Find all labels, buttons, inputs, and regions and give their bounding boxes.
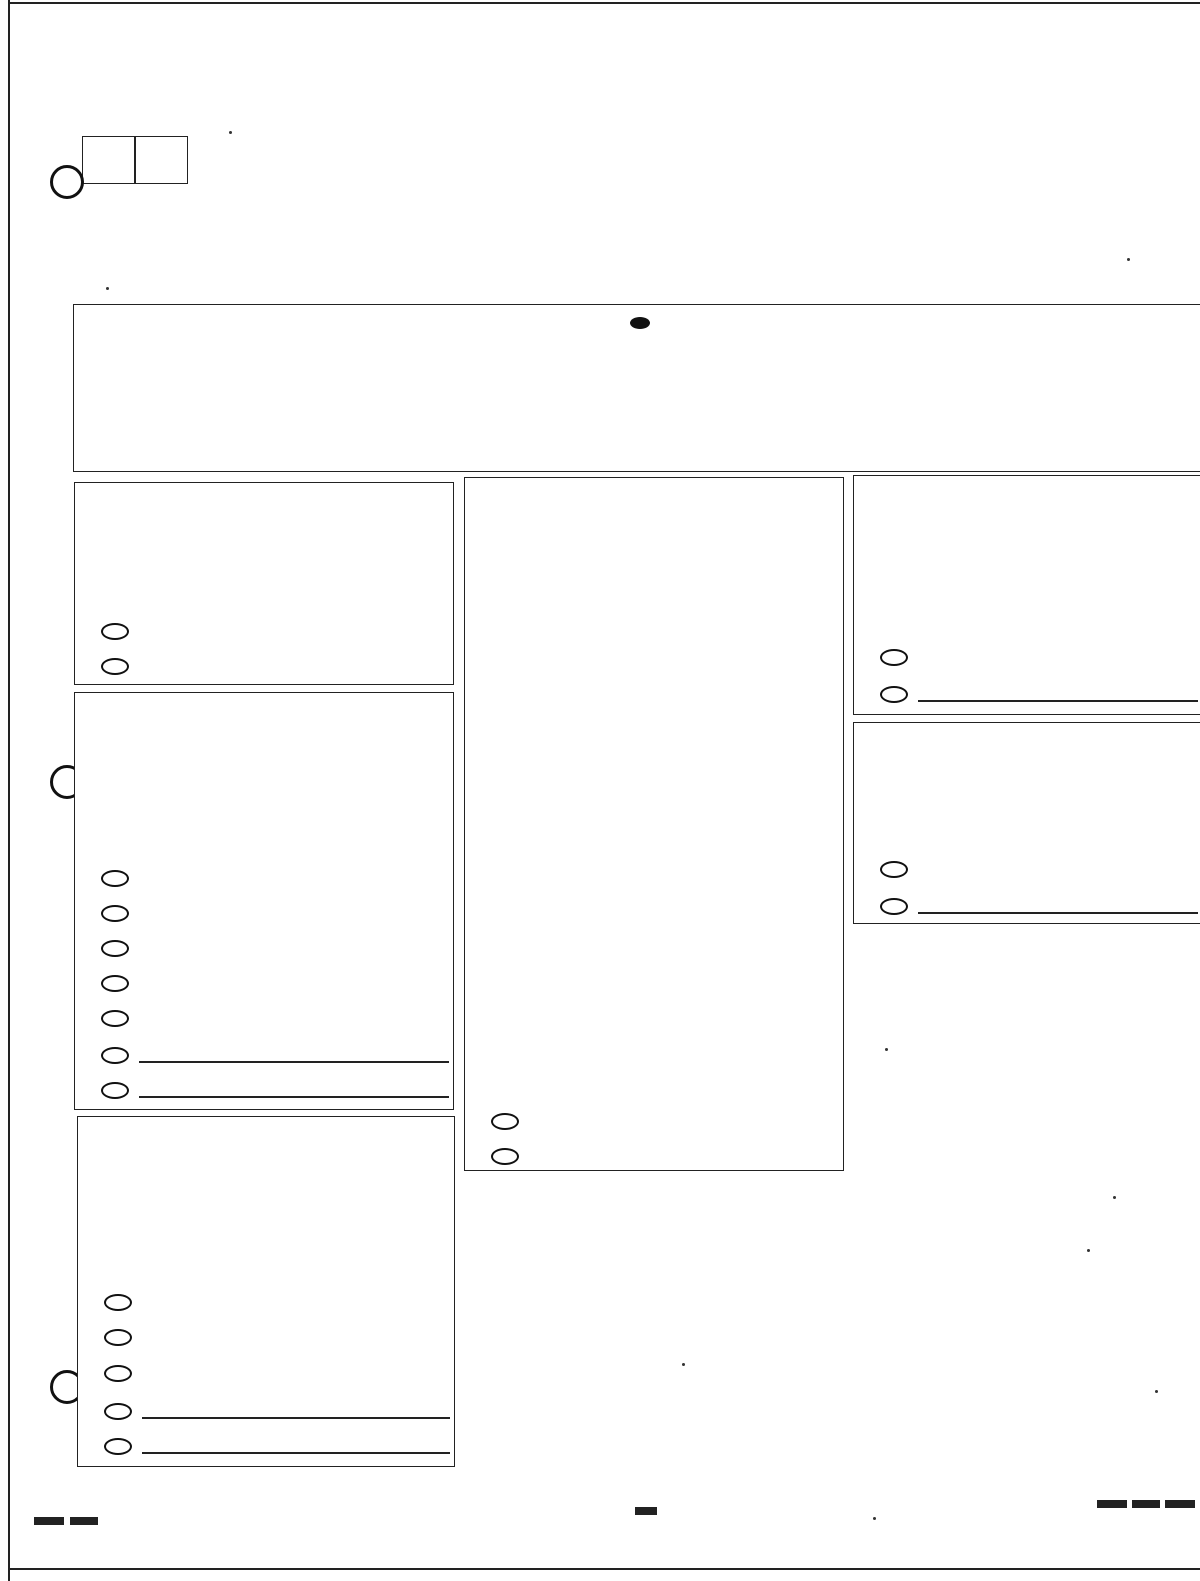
registration-circle [50, 165, 84, 199]
vote-oval-icon[interactable] [104, 1294, 132, 1311]
vote-oval-icon[interactable] [104, 1403, 132, 1420]
writein-option[interactable] [104, 1438, 452, 1472]
contest-nixa-school-board [77, 1116, 455, 1467]
scan-speck [1113, 1196, 1116, 1199]
writein-option[interactable] [104, 1403, 452, 1437]
vote-oval-icon[interactable] [101, 870, 129, 887]
contest-ward-iii-alderman [853, 722, 1200, 924]
scan-speck [1127, 258, 1130, 261]
vote-oval-icon[interactable] [104, 1365, 132, 1382]
page-border-top [8, 2, 1200, 4]
timing-mark [34, 1517, 64, 1525]
candidate-option[interactable] [104, 1326, 142, 1350]
scan-speck [106, 287, 109, 290]
vote-oval-icon[interactable] [101, 1010, 129, 1027]
vote-oval-icon[interactable] [491, 1113, 519, 1130]
vote-oval-icon[interactable] [104, 1438, 132, 1455]
scan-speck [1155, 1390, 1158, 1393]
candidate-option[interactable] [101, 1007, 139, 1031]
timing-mark [1165, 1500, 1195, 1508]
vote-oval-icon[interactable] [880, 649, 908, 666]
timing-mark [635, 1507, 657, 1515]
scan-speck [885, 1048, 888, 1051]
scan-speck [229, 131, 232, 134]
vote-oval-icon[interactable] [101, 1047, 129, 1064]
judge-initial-box-1[interactable] [82, 136, 135, 184]
contest-junior-college [74, 692, 454, 1110]
vote-oval-icon[interactable] [491, 1148, 519, 1165]
writein-line[interactable] [918, 912, 1198, 914]
instructions-main [74, 311, 1200, 335]
choice-no[interactable] [491, 1145, 529, 1169]
writein-line[interactable] [142, 1417, 450, 1419]
writein-line[interactable] [918, 700, 1198, 702]
vote-oval-icon[interactable] [104, 1329, 132, 1346]
writein-option[interactable] [101, 1047, 451, 1081]
choice-yes[interactable] [491, 1110, 529, 1134]
candidate-option[interactable] [101, 867, 139, 891]
vote-oval-icon[interactable] [101, 905, 129, 922]
timing-marks-top [30, 92, 1195, 102]
writein-line[interactable] [139, 1061, 449, 1063]
writein-option[interactable] [101, 1082, 451, 1116]
filled-oval-example-icon [630, 317, 650, 329]
judge-initial-box-2[interactable] [135, 136, 188, 184]
candidate-option[interactable] [101, 902, 139, 926]
contest-city-of-nixa-mayor [853, 475, 1200, 715]
contest-christian-county [74, 482, 454, 685]
timing-mark [70, 1517, 98, 1525]
candidate-option[interactable] [104, 1291, 142, 1315]
candidate-option[interactable] [101, 937, 139, 961]
contest-special-bond-election [464, 477, 844, 1171]
page-border-left [8, 0, 10, 1581]
vote-oval-icon[interactable] [101, 1082, 129, 1099]
vote-oval-icon[interactable] [880, 898, 908, 915]
instructions-box [73, 304, 1200, 472]
writein-option[interactable] [880, 686, 1198, 720]
scan-speck [873, 1517, 876, 1520]
candidate-option[interactable] [880, 646, 918, 670]
vote-oval-icon[interactable] [880, 861, 908, 878]
vote-oval-icon[interactable] [101, 658, 129, 675]
vote-oval-icon[interactable] [101, 940, 129, 957]
choice-no[interactable] [101, 655, 139, 679]
candidate-option[interactable] [101, 972, 139, 996]
vote-oval-icon[interactable] [101, 975, 129, 992]
timing-mark [1097, 1500, 1127, 1508]
timing-marks-left [32, 120, 62, 1540]
vote-oval-icon[interactable] [101, 623, 129, 640]
judges-initials-boxes[interactable] [82, 136, 188, 184]
choice-yes[interactable] [101, 620, 139, 644]
scan-speck [1087, 1249, 1090, 1252]
candidate-option[interactable] [880, 858, 918, 882]
writein-option[interactable] [880, 898, 1198, 932]
page-border-bottom [8, 1568, 1200, 1570]
vote-oval-icon[interactable] [880, 686, 908, 703]
timing-mark [1132, 1500, 1160, 1508]
writein-line[interactable] [139, 1096, 449, 1098]
scan-speck [682, 1363, 685, 1366]
candidate-option[interactable] [104, 1362, 142, 1386]
writein-line[interactable] [142, 1452, 450, 1454]
